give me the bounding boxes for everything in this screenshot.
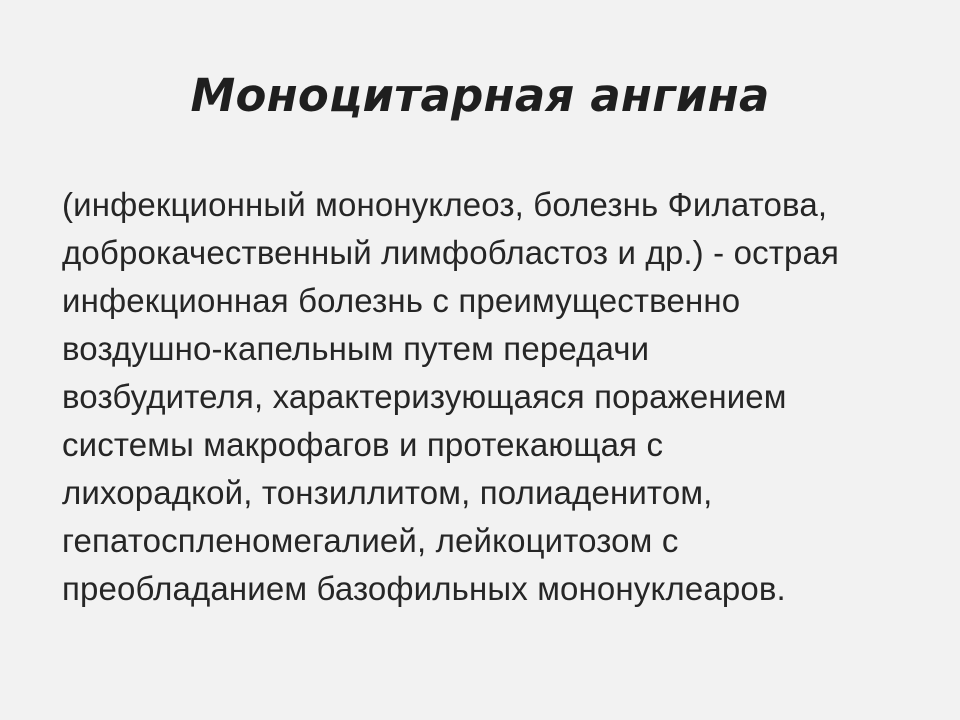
slide-title: Моноцитарная ангина [190, 69, 770, 122]
body-text-line: гепатоспленомегалией, лейкоцитозом с [62, 522, 679, 559]
body-text-line: доброкачественный лимфобластоз и др.) - острая [62, 234, 840, 271]
body-text-line: (инфекционный мононуклеоз, болезнь Филатова, [62, 186, 828, 223]
body-text-line: возбудителя, характеризующаяся поражением [62, 378, 787, 415]
body-text-line: системы макрофагов и протекающая с [62, 426, 664, 463]
body-text-line: лихорадкой, тонзиллитом, полиаденитом, [62, 474, 713, 511]
body-text-line: преобладанием базофильных мононуклеаров. [62, 570, 786, 607]
body-text-line: воздушно-капельным путем передачи [62, 330, 650, 367]
body-text-line: инфекционная болезнь с преимущественно [62, 282, 741, 319]
slide-body-text [62, 181, 922, 613]
